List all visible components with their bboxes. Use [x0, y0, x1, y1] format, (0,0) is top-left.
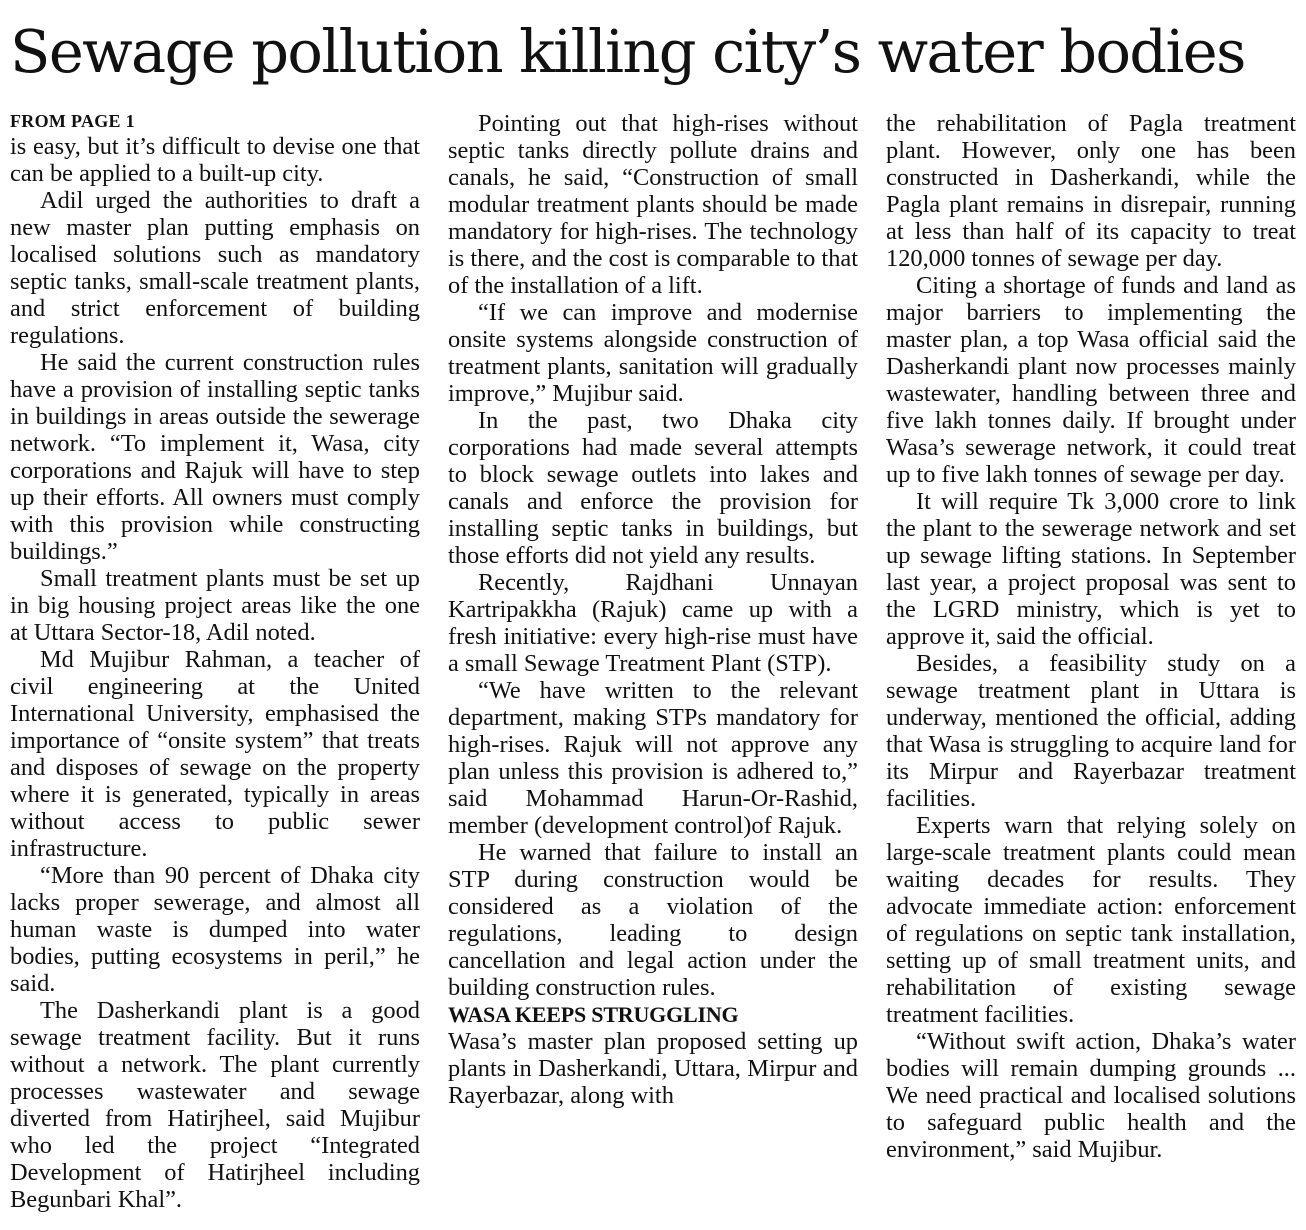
paragraph: Pointing out that high-rises without septic tanks directly pollute drains and canals, he said, “Construction of small modular treatment plants should be made mandatory for high-rises. The technology is there, and the cost is comparable to that of the installation of a lift.	[448, 110, 858, 299]
paragraph: Citing a shortage of funds and land as major barriers to implementing the master plan, a top Wasa official said the Dasherkandi plant now processes mainly wastewater, handling between three and five lakh tonnes daily. If brought under Wasa’s sewerage network, it could treat up to five lakh tonnes of sewage per day.	[886, 272, 1296, 488]
paragraph: Small treatment plants must be set up in big housing project areas like the one at Uttara Sector-18, Adil noted.	[10, 565, 420, 646]
paragraph: Experts warn that relying solely on large-scale treatment plants could mean waiting decades for results. They advocate immediate action: enforcement of regulations on septic tank installation, setting up of small treatment units, and rehabilitation of existing sewage treatment facilities.	[886, 812, 1296, 1028]
paragraph: Recently, Rajdhani Unnayan Kartripakkha (Rajuk) came up with a fresh initiative: every high-rise must have a small Sewage Treatment Plant (STP).	[448, 569, 858, 677]
article-column-1	[10, 110, 420, 1213]
headline: Sewage pollution killing city’s water bodies	[10, 17, 1245, 86]
paragraph: Besides, a feasibility study on a sewage treatment plant in Uttara is underway, mentioned the official, adding that Wasa is struggling to acquire land for its Mirpur and Rayerbazar treatment facilities.	[886, 650, 1296, 812]
paragraph: “We have written to the relevant department, making STPs mandatory for high-rises. Rajuk will not approve any plan unless this provision is adhered to,” said Mohammad Harun-Or-Rashid, member (development control)of Rajuk.	[448, 677, 858, 839]
section-subhead: WASA KEEPS STRUGGLING	[448, 1002, 739, 1027]
paragraph: It will require Tk 3,000 crore to link the plant to the sewerage network and set up sewage lifting stations. In September last year, a project proposal was sent to the LGRD ministry, which is yet to approve it, said the official.	[886, 488, 1296, 650]
paragraph: In the past, two Dhaka city corporations had made several attempts to block sewage outlets into lakes and canals and enforce the provision for installing septic tanks in buildings, but those efforts did not yield any results.	[448, 407, 858, 569]
paragraph: the rehabilitation of Pagla treatment plant. However, only one has been constructed in Dasherkandi, while the Pagla plant remains in disrepair, running at less than half of its capacity to treat 120,000 tonnes of sewage per day.	[886, 110, 1296, 272]
paragraph: The Dasherkandi plant is a good sewage treatment facility. But it runs without a network. The plant currently processes wastewater and sewage diverted from Hatirjheel, said Mujibur who led the project “Integrated Development of Hatirjheel including Begunbari Khal”.	[10, 997, 420, 1213]
paragraph: He warned that failure to install an STP during construction would be considered as a violation of the regulations, leading to design cancellation and legal action under the building construction rules.	[448, 839, 858, 1001]
paragraph: “If we can improve and modernise onsite systems alongside construction of treatment plants, sanitation will gradually improve,” Mujibur said.	[448, 299, 858, 407]
article-column-2	[448, 110, 858, 1109]
paragraph: is easy, but it’s difficult to devise one that can be applied to a built-up city.	[10, 133, 420, 187]
paragraph: He said the current construction rules have a provision of installing septic tanks in buildings in areas outside the sewerage network. “To implement it, Wasa, city corporations and Rajuk will have to step up their efforts. All owners must comply with this provision while constructing buildings.”	[10, 349, 420, 565]
paragraph: Adil urged the authorities to draft a new master plan putting emphasis on localised solutions such as mandatory septic tanks, small-scale treatment plants, and strict enforcement of building regulations.	[10, 187, 420, 349]
paragraph: “More than 90 percent of Dhaka city lacks proper sewerage, and almost all human waste is dumped into water bodies, putting ecosystems in peril,” he said.	[10, 862, 420, 997]
continued-from-label: FROM PAGE 1	[10, 111, 135, 131]
paragraph: Wasa’s master plan proposed setting up plants in Dasherkandi, Uttara, Mirpur and Rayerbazar, along with	[448, 1028, 858, 1109]
article-column-3	[886, 110, 1296, 1163]
paragraph: Md Mujibur Rahman, a teacher of civil engineering at the United International University, emphasised the importance of “onsite system” that treats and disposes of sewage on the property where it is generated, typically in areas without access to public sewer infrastructure.	[10, 646, 420, 862]
paragraph: “Without swift action, Dhaka’s water bodies will remain dumping grounds ... We need practical and localised solutions to safeguard public health and the environment,” said Mujibur.	[886, 1028, 1296, 1163]
